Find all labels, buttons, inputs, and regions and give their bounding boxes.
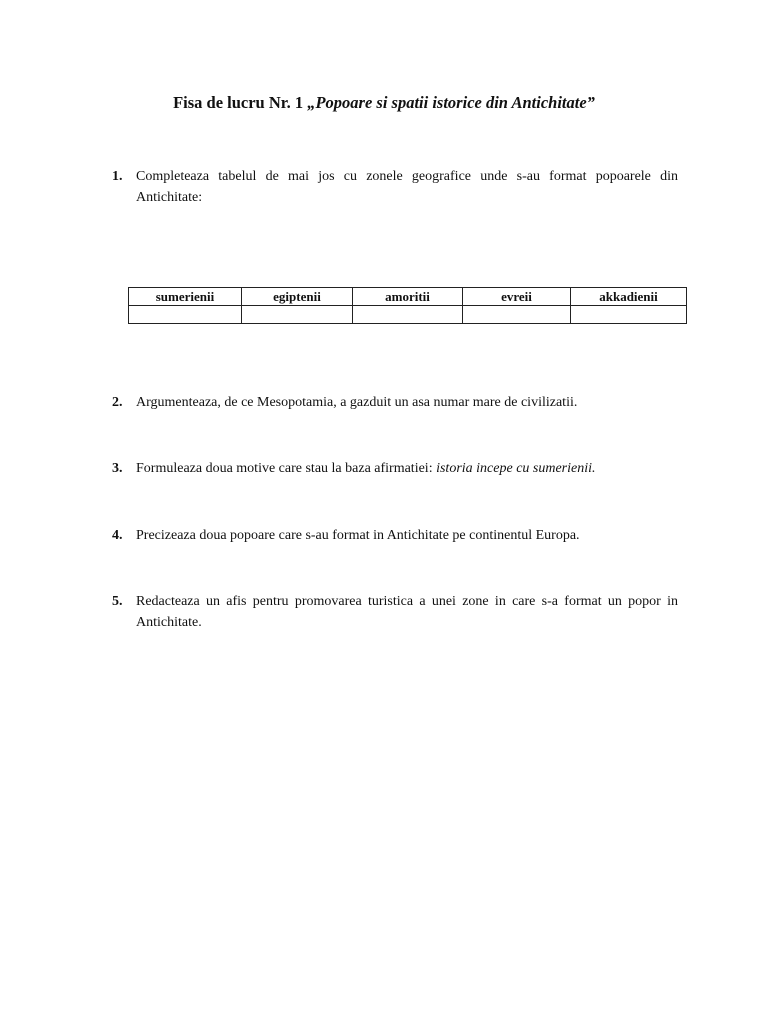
question-number: 4. xyxy=(112,528,123,543)
question-text-line: Redacteaza un afis pentru promovarea turistica a unei zone in care s-a format un popor in xyxy=(136,594,678,609)
page-title xyxy=(0,93,768,113)
table-answer-cell[interactable] xyxy=(353,306,463,324)
question-text xyxy=(136,458,678,479)
table-header-cell: akkadienii xyxy=(571,288,687,306)
question-text-quote: istoria incepe cu sumerienii. xyxy=(436,461,596,476)
table-row xyxy=(129,306,687,324)
question-text-line: Antichitate: xyxy=(136,190,203,205)
question-number: 3. xyxy=(112,461,123,476)
title-subtitle: „Popoare si spatii istorice din Antichitate” xyxy=(307,93,595,112)
question-number: 2. xyxy=(112,395,123,410)
question-text: Argumenteaza, de ce Mesopotamia, a gazduit un asa numar mare de civilizatii. xyxy=(136,395,578,410)
question-number: 1. xyxy=(112,169,123,184)
question-text xyxy=(136,166,678,208)
table-answer-cell[interactable] xyxy=(242,306,353,324)
table-header-cell: evreii xyxy=(463,288,571,306)
table-header-cell: amoritii xyxy=(353,288,463,306)
question-text-line: Completeaza tabelul de mai jos cu zonele geografice unde s-au format popoarele din xyxy=(136,169,678,184)
question-text: Precizeaza doua popoare care s-au format in Antichitate pe continentul Europa. xyxy=(136,528,580,543)
table-header-cell: egiptenii xyxy=(242,288,353,306)
title-main: Fisa de lucru Nr. 1 xyxy=(173,93,308,112)
table-header-row xyxy=(129,288,687,306)
question-number: 5. xyxy=(112,594,123,609)
question-text-plain: Formuleaza doua motive care stau la baza afirmatiei: xyxy=(136,461,437,476)
table-header-cell: sumerienii xyxy=(129,288,242,306)
table-answer-cell[interactable] xyxy=(571,306,687,324)
question-text xyxy=(136,591,678,633)
peoples-table xyxy=(128,287,687,324)
question-text-line: Antichitate. xyxy=(136,615,202,630)
table-answer-cell[interactable] xyxy=(129,306,242,324)
table-answer-cell[interactable] xyxy=(463,306,571,324)
